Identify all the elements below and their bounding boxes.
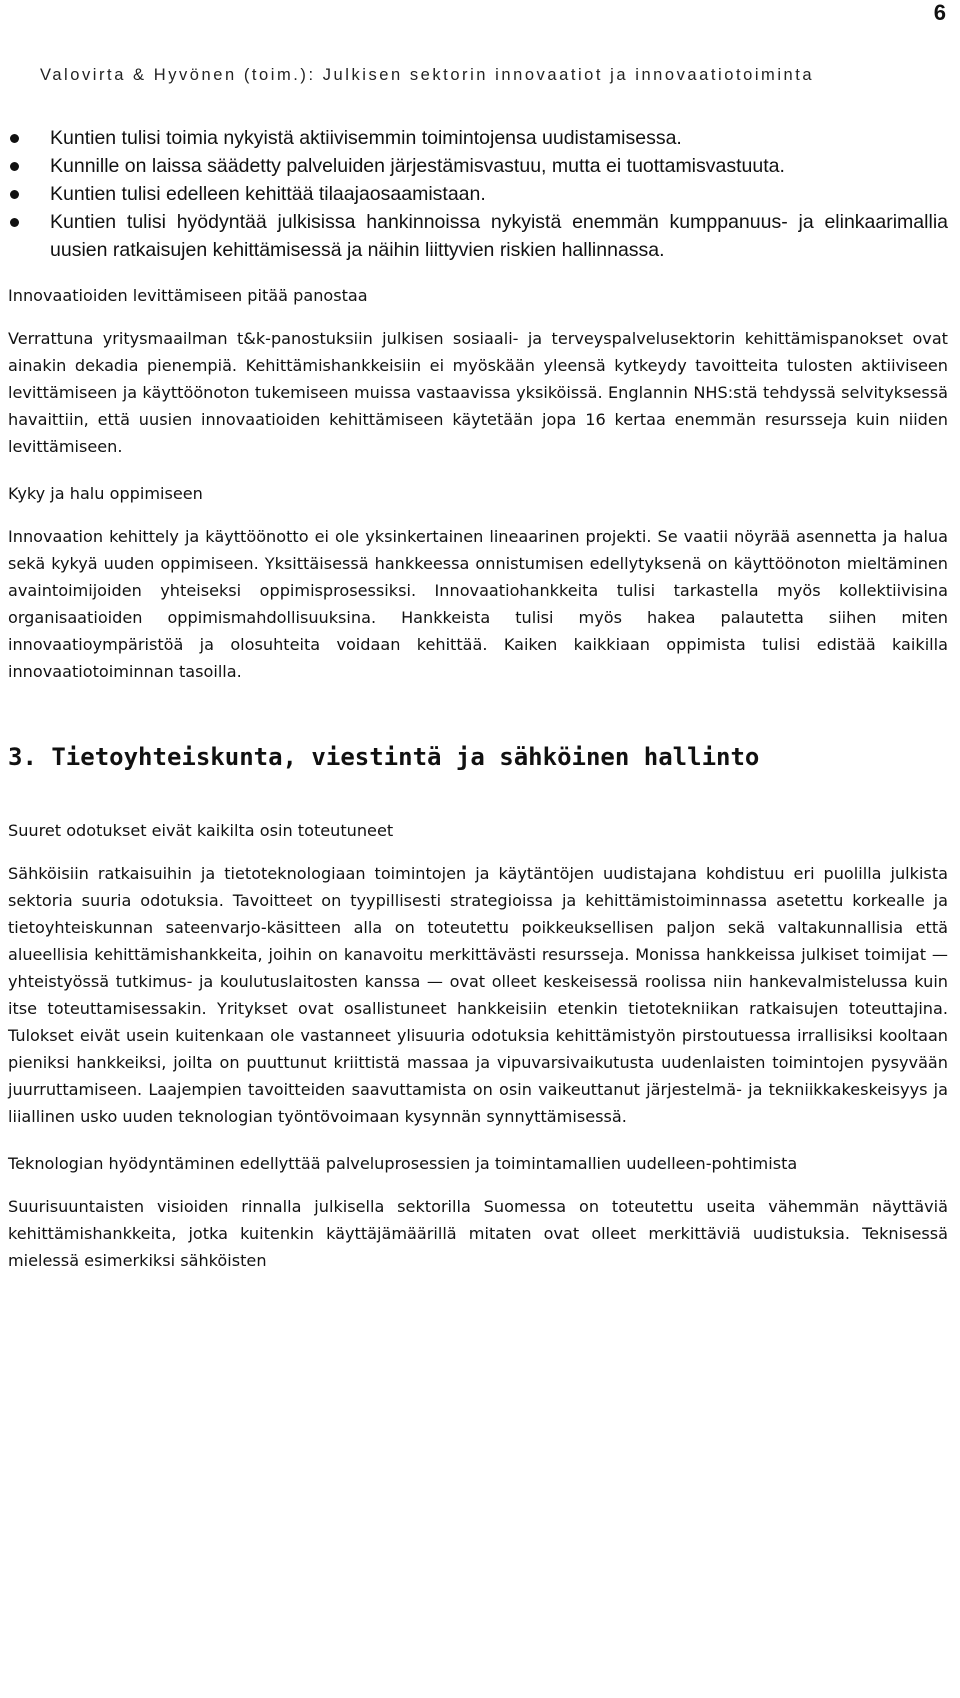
paragraph: Verrattuna yritysmaailman t&k-panostuksiin julkisen sosiaali- ja terveyspalvelusektorin kehittämispanokset ovat ainakin dekadia pienempiä. Kehittämishankkeisiin ei myöskään yleensä kytkeydy tavoitteita tulosten aktiiviseen levittämiseen ja käyttöönoton tukemiseen muissa vastaavissa yksiköissä. Englannin NHS:stä tehdyssä selvityksessä havaittiin, että uusien innovaatioiden kehittämiseen käytetään jopa 16 kertaa enemmän resursseja kuin niiden levittämiseen. (8, 329, 948, 456)
chapter-title: 3. Tietoyhteiskunta, viestintä ja sähköinen hallinto (8, 743, 760, 771)
bullet-icon (10, 134, 19, 143)
bullet-text: Kuntien tulisi toimia nykyistä aktiivisemmin toimintojensa uudistamisessa. (50, 127, 682, 149)
bullet-text: Kuntien tulisi hyödyntää julkisissa hankinnoissa nykyistä enemmän kumppanuus- ja elinkaarimallia uusien ratkaisujen kehittämisessä ja näihin liittyvien riskien hallinnassa. (50, 211, 948, 261)
page-number: 6 (933, 0, 946, 25)
bullet-item (8, 152, 948, 180)
paragraph: Suurisuuntaisten visioiden rinnalla julkisella sektorilla Suomessa on toteutettu useita vähemmän näyttäviä kehittämishankkeita, jotka kuitenkin käyttäjämäärillä mitaten ovat olleet merkittäviä uudistuksia. Teknisessä mielessä esimerkiksi sähköisten (8, 1197, 948, 1270)
running-header: Valovirta & Hyvönen (toim.): Julkisen sektorin innovaatiot ja innovaatiotoiminta (40, 66, 815, 84)
bullet-icon (10, 218, 19, 227)
bullet-item (8, 208, 948, 264)
section-heading: Suuret odotukset eivät kaikilta osin toteutuneet (8, 821, 394, 840)
document-body (8, 124, 948, 1274)
bullet-icon (10, 162, 19, 171)
bullet-text: Kunnille on laissa säädetty palveluiden järjestämisvastuu, mutta ei tuottamisvastuuta. (50, 155, 785, 177)
bullet-item (8, 124, 948, 152)
section-heading: Kyky ja halu oppimiseen (8, 484, 203, 503)
section-heading: Innovaatioiden levittämiseen pitää panostaa (8, 286, 368, 305)
bullet-item (8, 180, 948, 208)
section-heading: Teknologian hyödyntäminen edellyttää palveluprosessien ja toimintamallien uudelleen-pohtimista (8, 1154, 798, 1173)
bullet-icon (10, 190, 19, 199)
paragraph: Sähköisiin ratkaisuihin ja tietoteknologiaan toimintojen ja käytäntöjen uudistajana kohdistuu eri puolilla julkista sektoria suuria odotuksia. Tavoitteet on tyypillisesti strategioissa ja kehittämistoiminnassa asetettu korkealle ja tietoyhteiskunnan sateenvarjo-käsitteen alla on toteutettu poikkeuksellisen paljon sekä valtakunnallisia että alueellisia kehittämishankkeita, joihin on kanavoitu merkittävästi resursseja. Monissa hankkeissa julkiset toimijat — yhteistyössä tutkimus- ja koulutuslaitosten kanssa — ovat olleet keskeisessä roolissa niin hankevalmistelussa kuin itse toteuttamisessakin. Yritykset ovat osallistuneet hankkeisiin etenkin tietotekniikan ratkaisujen toteuttajina. Tulokset eivät usein kuitenkaan ole vastanneet ylisuuria odotuksia kehittämistyön pirstoutuessa irrallisiksi kooltaan pieniksi hankkeiksi, joilta on puuttunut kriittistä massaa ja vipuvarsivaikutusta uudenlaisten toimintojen pysyvään juurruttamiseen. Laajempien tavoitteiden saavuttamista on osin vaikeuttanut järjestelmä- ja tekniikkakeskeisyys ja liiallinen usko uuden teknologian työntövoimaan kysynnän synnyttämisessä. (8, 864, 948, 1126)
bullet-list (8, 124, 948, 264)
paragraph: Innovaation kehittely ja käyttöönotto ei ole yksinkertainen lineaarinen projekti. Se vaatii nöyrää asennetta ja halua sekä kykyä uuden oppimiseen. Yksittäisessä hankkeessa onnistumisen edellytyksenä on käyttöönoton mieltäminen avaintoimijoiden yhteiseksi oppimisprosessiksi. Innovaatiohankkeita tulisi tarkastella myös kollektiivisina organisaatioiden oppimismahdollisuuksina. Hankkeista tulisi myös hakea palautetta siihen miten innovaatioympäristöä ja olosuhteita voidaan kehittää. Kaiken kaikkiaan oppimista tulisi edistää kaikilla innovaatiotoiminnan tasoilla. (8, 527, 948, 681)
bullet-text: Kuntien tulisi edelleen kehittää tilaajaosaamistaan. (50, 183, 486, 205)
